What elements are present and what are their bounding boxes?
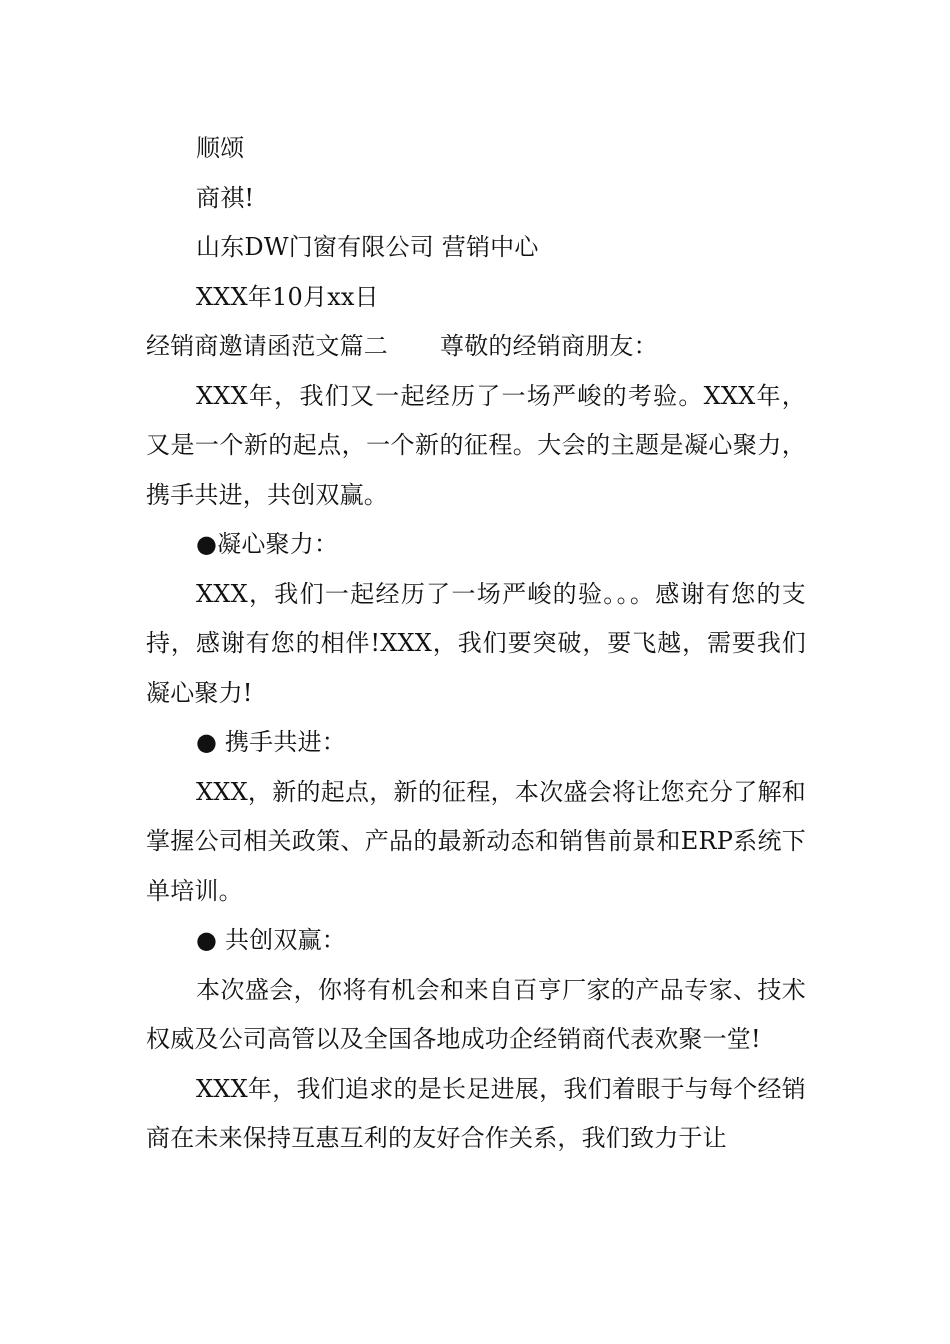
bullet-heading-together: ● 携手共进： [196,728,346,756]
letter-greeting: 尊敬的经销商朋友： [440,332,658,360]
bullet-body-unite: XXX，我们一起经历了一场严峻的验。。。感谢有您的支持，感谢有您的相伴!XXX，我们要突破，要飞越，需要我们凝心聚力! [146,579,806,707]
closing-wish: 商祺! [196,183,255,212]
document-body [146,124,806,1164]
bullet-heading-winwin: ● 共创双赢： [196,926,346,954]
closing-salute: 顺颂 [196,134,245,162]
bullet-heading-unite: ●凝心聚力： [196,530,339,558]
intro-paragraph: XXX年，我们又一起经历了一场严峻的考验。XXX年，又是一个新的起点，一个新的征程。大会的主题是凝心聚力，携手共进，共创双赢。 [146,381,806,509]
section-title-line [146,322,806,372]
section-title: 经销商邀请函范文篇二 [146,332,388,360]
closing-company: 山东DW门窗有限公司 营销中心 [196,233,539,261]
bullet-body-winwin: 本次盛会，你将有机会和来自百亨厂家的产品专家、技术权威及公司高管以及全国各地成功企经销商代表欢聚一堂! [146,975,806,1053]
bullet-body-together: XXX，新的起点，新的征程，本次盛会将让您充分了解和掌握公司相关政策、产品的最新动态和销售前景和ERP系统下单培训。 [146,777,806,905]
closing-date: XXX年10月xx日 [196,282,379,311]
closing-paragraph: XXX年，我们追求的是长足进展，我们着眼于与每个经销商在未来保持互惠互利的友好合作关系，我们致力于让 [146,1074,806,1152]
